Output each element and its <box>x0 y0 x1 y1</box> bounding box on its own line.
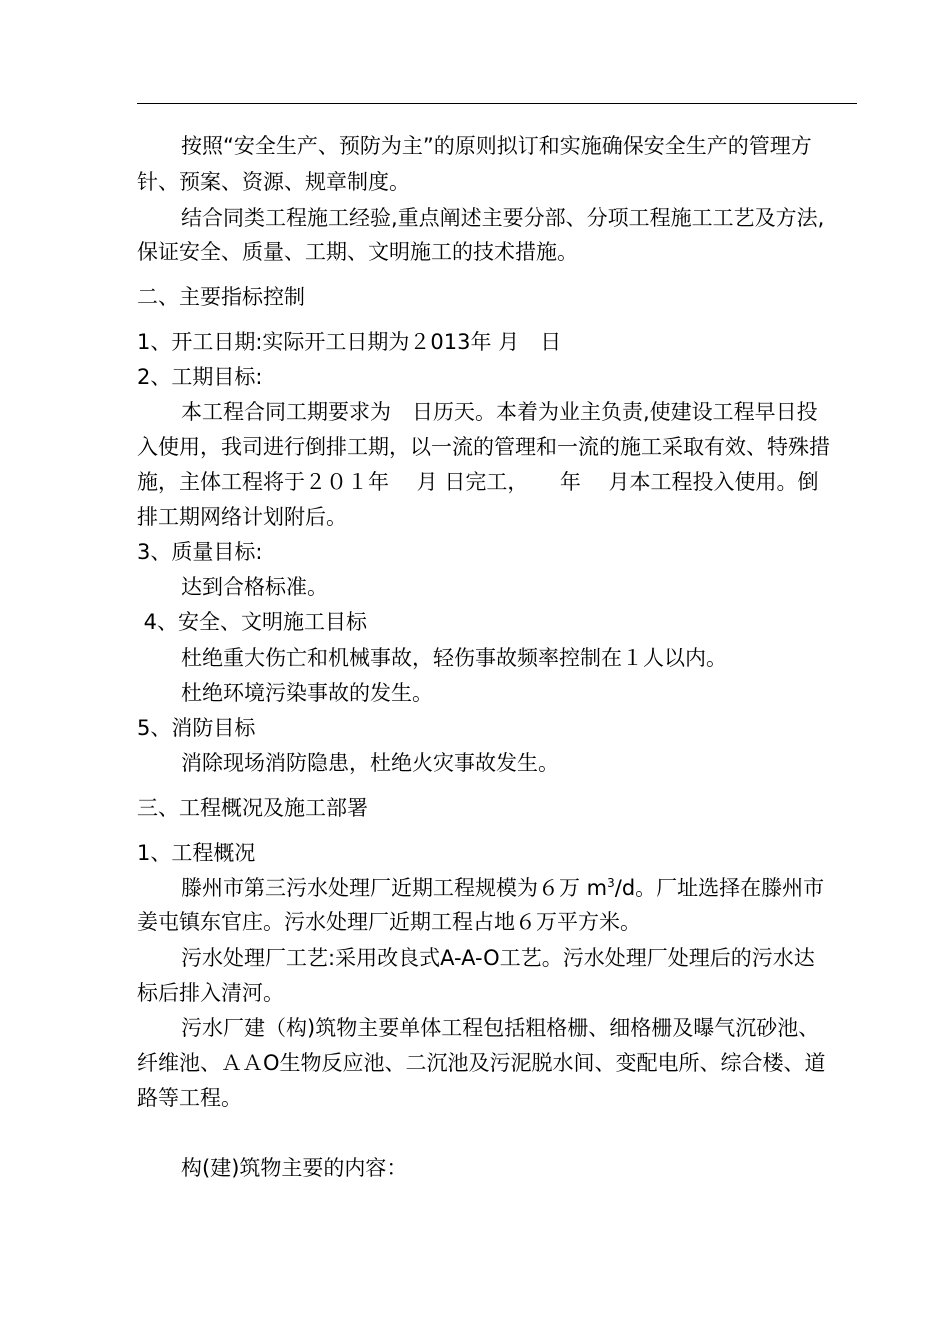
text-run: /d。厂址选择在滕州市 <box>614 876 825 900</box>
text-run: 滕州市第三污水处理厂近期工程规模为６万 m <box>181 876 608 900</box>
paragraph-line: 消除现场消防隐患，杜绝火灾事故发生。 <box>181 751 559 775</box>
paragraph-line: 污水厂建（构)筑物主要单体工程包括粗格栅、细格栅及曝气沉砂池、 <box>181 1016 820 1040</box>
section-heading: 二、主要指标控制 <box>137 285 305 309</box>
paragraph-line: 施，主体工程将于２０１年 月 日完工， 年 月本工程投入使用。倒 <box>137 470 819 494</box>
subsection-heading: 5、消防目标 <box>137 716 256 740</box>
subsection-heading: 1、工程概况 <box>137 841 256 865</box>
paragraph-line: 杜绝环境污染事故的发生。 <box>181 681 433 705</box>
subsection-heading: 4、安全、文明施工目标 <box>137 610 368 634</box>
text-run: 的内容： <box>323 1156 408 1180</box>
paragraph-line: 姜屯镇东官庄。污水处理厂近期工程占地６万平方米。 <box>137 910 641 934</box>
paragraph-line: 本工程合同工期要求为 日历天。本着为业主负责,使建设工程早日投 <box>181 400 818 424</box>
section-heading: 三、工程概况及施工部署 <box>137 796 368 820</box>
paragraph-line: 路等工程。 <box>137 1086 242 1110</box>
paragraph-line: 纤维池、ＡＡO生物反应池、二沉池及污泥脱水间、变配电所、综合楼、道 <box>137 1051 826 1075</box>
paragraph-line: 标后排入清河。 <box>137 981 284 1005</box>
paragraph-line: 结合同类工程施工经验,重点阐述主要分部、分项工程施工工艺及方法, <box>181 206 825 230</box>
header-rule <box>137 103 857 104</box>
subsection-heading: 2、工期目标: <box>137 365 263 389</box>
paragraph-line: 针、预案、资源、规章制度。 <box>137 170 410 194</box>
paragraph-line: 污水处理厂工艺:采用改良式A-A-O工艺。污水处理厂处理后的污水达 <box>181 946 815 970</box>
text-run: 构(建)筑物主要 <box>181 1156 324 1180</box>
subsection-heading: 3、质量目标: <box>137 540 263 564</box>
paragraph-line: 杜绝重大伤亡和机械事故，轻伤事故频率控制在１人以内。 <box>181 646 727 670</box>
subsection-heading: 1、开工日期:实际开工日期为２013年 月 日 <box>137 330 562 354</box>
paragraph-line: 排工期网络计划附后。 <box>137 505 347 529</box>
paragraph-line: 入使用，我司进行倒排工期，以一流的管理和一流的施工采取有效、特殊措 <box>137 435 830 459</box>
paragraph-line: 按照“安全生产、预防为主”的原则拟订和实施确保安全生产的管理方 <box>181 134 812 158</box>
paragraph-line: 保证安全、质量、工期、文明施工的技术措施。 <box>137 240 578 264</box>
paragraph-line: 达到合格标准。 <box>181 575 328 599</box>
paragraph-line <box>181 875 881 901</box>
superscript: 3 <box>607 876 615 890</box>
paragraph-line <box>181 1155 881 1181</box>
